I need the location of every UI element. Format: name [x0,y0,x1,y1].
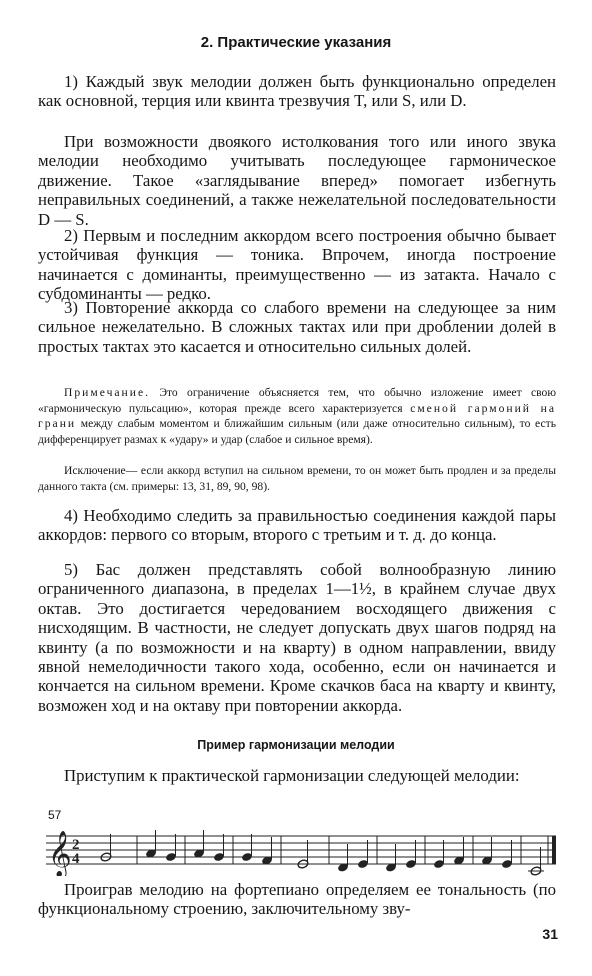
example-subheading: Пример гармонизации мелодии [197,738,395,752]
note-text-part-1: Это ограничение объясняется тем, что обычно изложение имеет свою «гармоническую пульсацию», которая прежде всего характеризуется [38,386,556,415]
example-number: 57 [48,808,62,822]
paragraph-rule-1-explanation: При возможности двоякого истолкования того или иного звука мелодии необходимо учитывать последующее гармоническое движение. Такое «заглядывание вперед» помогает избегнуть неправильных соединений, а также нежелательной последовательности D — S. [38,132,556,229]
paragraph-intro-example: Приступим к практической гармонизации следующей мелодии: [64,766,520,785]
paragraph-tonality: Проиграв мелодию на фортепиано определяем ее тональность (по функциональному строению, заключительному зву- [38,880,556,919]
paragraph-rule-2: 2) Первым и последним аккордом всего построения обычно бывает устойчивая функция — тоника. Впрочем, иногда построение начинается с доминанты, преимущественно — из затакта. Начало с субдоминанты — редко. [38,226,556,304]
melody-notes [100,830,544,876]
note-exception: Исключение— если аккорд вступил на сильном времени, то он может быть продлен и за пределы данного такта (см. примеры: 13, 31, 89, 90, 98). [38,464,556,493]
staff-notation [38,826,558,876]
time-signature-top: 2 [72,837,80,853]
note-paragraph [38,385,556,447]
treble-clef-icon: 𝄞 [48,831,72,876]
paragraph-rule-1: 1) Каждый звук мелодии должен быть функционально определен как основной, терция или квинта трезвучия T, или S, или D. [38,72,556,111]
page-number: 31 [542,926,558,942]
time-signature-bottom: 4 [72,851,80,867]
paragraph-rule-3: 3) Повторение аккорда со слабого времени на следующее за ним сильное нежелательно. В сложных тактах или при дроблении долей в простых тактах это касается и относительно сильных долей. [38,298,556,356]
note-label: Примечание. [64,386,150,399]
staff-lines [46,836,556,864]
paragraph-rule-4: 4) Необходимо следить за правильностью соединения каждой пары аккордов: первого со вторым, второго с третьим и т. д. до конца. [38,506,556,545]
melody-staff [38,826,558,876]
final-barline-thick [552,836,556,864]
section-title: 2. Практические указания [200,34,392,51]
paragraph-rule-5: 5) Бас должен представлять собой волнообразную линию ограниченного диапазона, в пределах 1—1½, в крайнем случае двух октав. Это достигается чередованием восходящего движения с нисходящим. В частности, не следует допускать двух шагов подряд на квинту (а по возможности и на кварту) в одном направлении, ввиду явной немелодичности такого хода, особенно, если он начинается и кончается на сильном времени. Кроме скачков баса на кварту и квинту, возможен ход и на октаву при повторении аккорда. [38,560,556,715]
note-spaced-phrase: сменой гармоний на грани [38,401,556,431]
note-text-part-2: между слабым моментом и ближайшим сильным (или даже относительно сильным), то есть дифференцирует размах к «удару» и удар (слабое и сильное время). [38,417,556,446]
